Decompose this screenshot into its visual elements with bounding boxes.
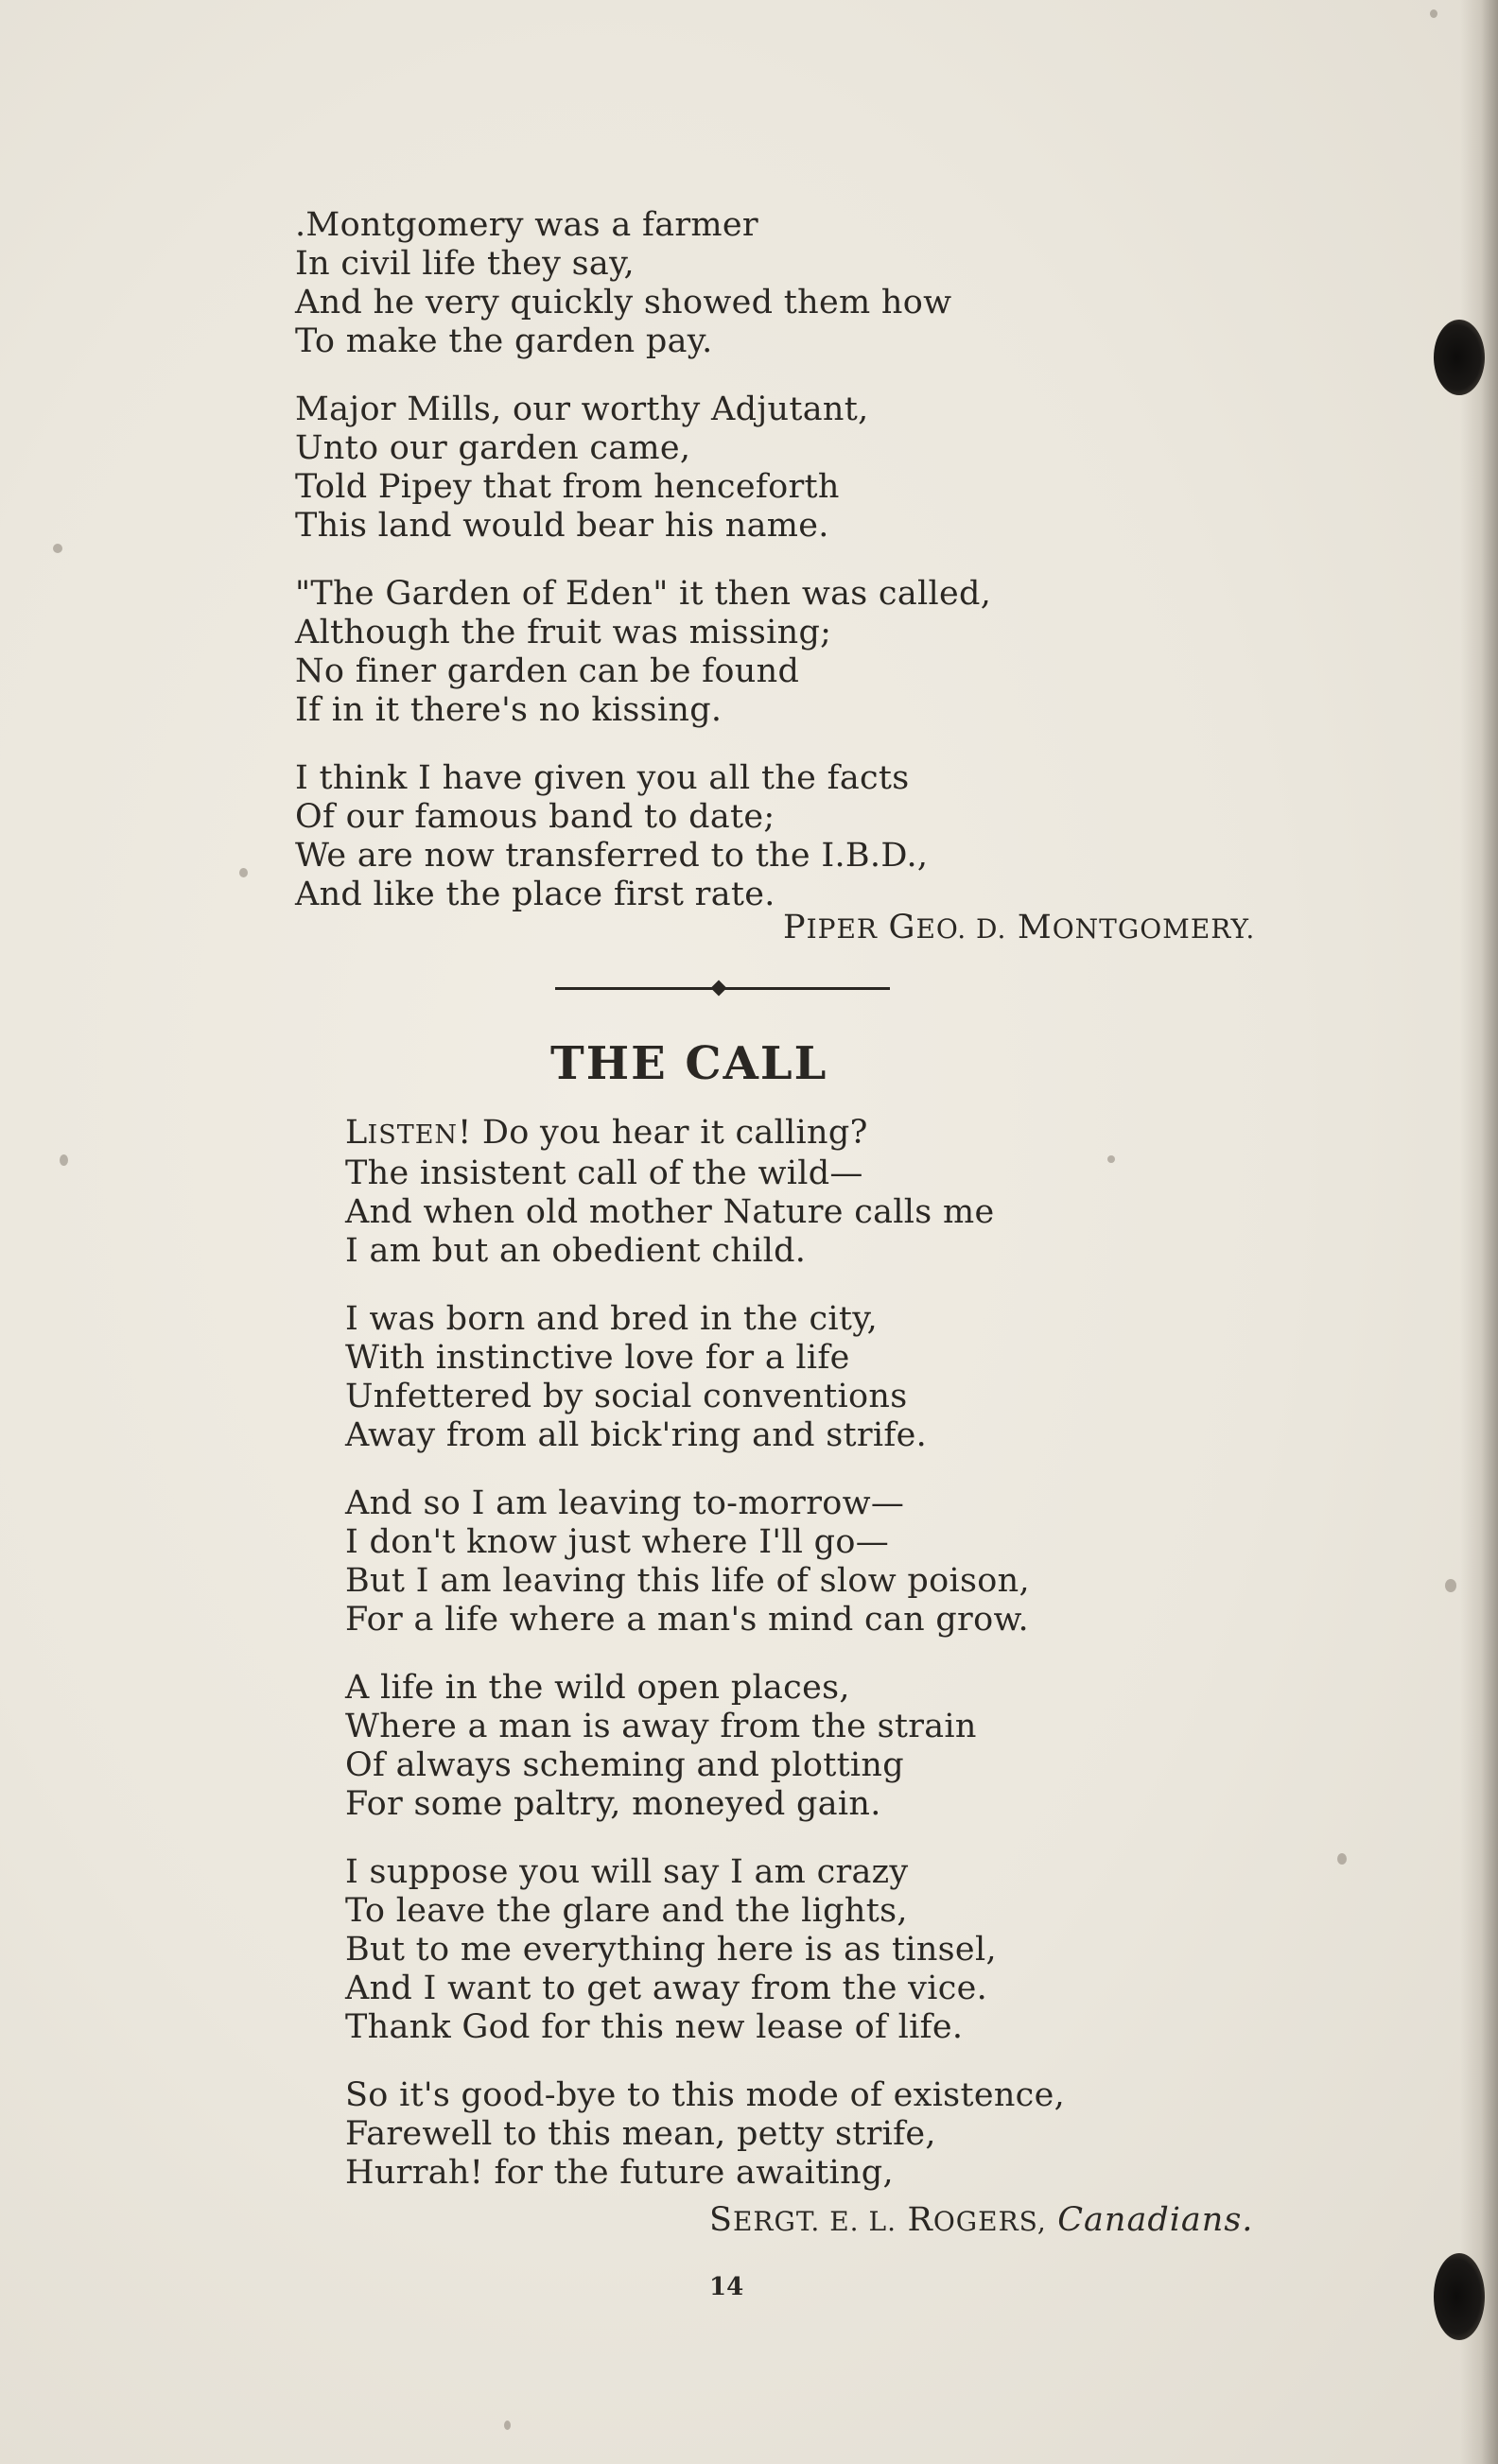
stanza: [345, 1114, 1065, 1271]
attribution-initial: P: [783, 909, 807, 946]
attribution-initial: M: [1017, 909, 1053, 946]
verse-line: Unfettered by social conventions: [345, 1378, 908, 1415]
verse-line: I don't know just where I'll go—: [345, 1523, 890, 1561]
verse-line: Of our famous band to date;: [295, 798, 775, 836]
paper-speck: [1430, 9, 1437, 18]
verse-line: If in it there's no kissing.: [295, 691, 723, 729]
verse-line: So it's good-bye to this mode of existence,: [345, 2076, 1066, 2114]
page-number: 14: [709, 2273, 744, 2301]
attribution-text: EO. D.: [915, 913, 1007, 945]
verse-line: In civil life they say,: [295, 245, 635, 283]
paper-speck: [239, 868, 248, 877]
verse-line: I am but an obedient child.: [345, 1232, 807, 1270]
verse-line: But to me everything here is as tinsel,: [345, 1931, 997, 1969]
verse-line: To leave the glare and the lights,: [345, 1892, 908, 1930]
attribution-text: ERGT. E. L.: [732, 2206, 897, 2237]
verse-line: Hurrah! for the future awaiting,: [345, 2154, 894, 2192]
stanza: [295, 575, 991, 730]
verse-line: A life in the wild open places,: [345, 1669, 850, 1707]
drop-initial: L: [345, 1114, 368, 1152]
attribution-text: IPER: [806, 913, 878, 945]
verse-line: .Montgomery was a farmer: [295, 206, 758, 244]
paper-speck: [504, 2421, 511, 2430]
poem-attribution: [709, 2201, 1253, 2239]
stanza: [295, 390, 991, 546]
verse-line: I was born and bred in the city,: [345, 1300, 879, 1338]
binding-hole-top: [1434, 320, 1485, 395]
verse-line: Away from all bick'ring and strife.: [345, 1416, 928, 1454]
stanza: [295, 206, 991, 361]
stanza: [345, 1300, 1065, 1455]
verse-line: Unto our garden came,: [295, 429, 691, 467]
verse-line: Although the fruit was missing;: [295, 614, 832, 651]
verse-line: "The Garden of Eden" it then was called,: [295, 575, 992, 613]
stanza: [345, 1669, 1065, 1824]
verse-line: And I want to get away from the vice.: [345, 1969, 988, 2007]
verse-line: Of always scheming and plotting: [345, 1746, 904, 1784]
verse-line: With instinctive love for a life: [345, 1339, 850, 1377]
verse-line: And like the place first rate.: [295, 876, 775, 913]
small-caps-word: ISTEN: [367, 1120, 459, 1150]
paper-speck: [1445, 1579, 1456, 1592]
verse-line: Major Mills, our worthy Adjutant,: [295, 390, 869, 428]
stanza: [345, 1484, 1065, 1640]
paper-speck: [60, 1154, 68, 1166]
poem-montgomery: [295, 206, 991, 944]
attribution-text: OGERS,: [932, 2206, 1047, 2237]
stanza: [345, 2076, 1065, 2193]
first-line-text: ! Do you hear it calling?: [458, 1114, 868, 1152]
verse-line: And when old mother Nature calls me: [345, 1193, 995, 1231]
stanza: [345, 1853, 1065, 2047]
verse-line: This land would bear his name.: [295, 507, 829, 545]
verse-line: Told Pipey that from henceforth: [295, 468, 840, 506]
verse-line: For a life where a man's mind can grow.: [345, 1601, 1029, 1639]
attribution-initial: S: [709, 2201, 733, 2239]
poem-the-call: [345, 1114, 1065, 2222]
paper-speck: [53, 544, 62, 553]
attribution-text: ONTGOMERY.: [1052, 913, 1256, 945]
verse-line: I suppose you will say I am crazy: [345, 1853, 909, 1891]
stanza: [295, 759, 991, 914]
verse-line: I think I have given you all the facts: [295, 759, 910, 797]
attribution-initial: R: [907, 2201, 933, 2239]
divider-ornament: [711, 980, 727, 997]
paper-speck: [1107, 1155, 1115, 1163]
paper-speck: [1337, 1853, 1347, 1865]
verse-line: To make the garden pay.: [295, 322, 713, 360]
attribution-unit: Canadians.: [1057, 2201, 1254, 2239]
verse-line: Where a man is away from the strain: [345, 1708, 977, 1745]
poem-title: THE CALL: [550, 1037, 828, 1090]
verse-line: No finer garden can be found: [295, 652, 800, 690]
verse-line: And he very quickly showed them how: [295, 284, 952, 321]
verse-line: Farewell to this mean, petty strife,: [345, 2115, 936, 2153]
verse-line: And so I am leaving to-morrow—: [345, 1484, 905, 1522]
verse-line: [345, 1114, 1065, 1154]
verse-line: The insistent call of the wild—: [345, 1154, 863, 1192]
binding-hole-bottom: [1434, 2253, 1485, 2340]
verse-line: We are now transferred to the I.B.D.,: [295, 837, 929, 875]
attribution-initial: G: [888, 909, 916, 946]
verse-line: Thank God for this new lease of life.: [345, 2008, 964, 2046]
poem-attribution: [783, 909, 1255, 946]
verse-line: For some paltry, moneyed gain.: [345, 1785, 881, 1823]
verse-line: But I am leaving this life of slow poison,: [345, 1562, 1030, 1600]
